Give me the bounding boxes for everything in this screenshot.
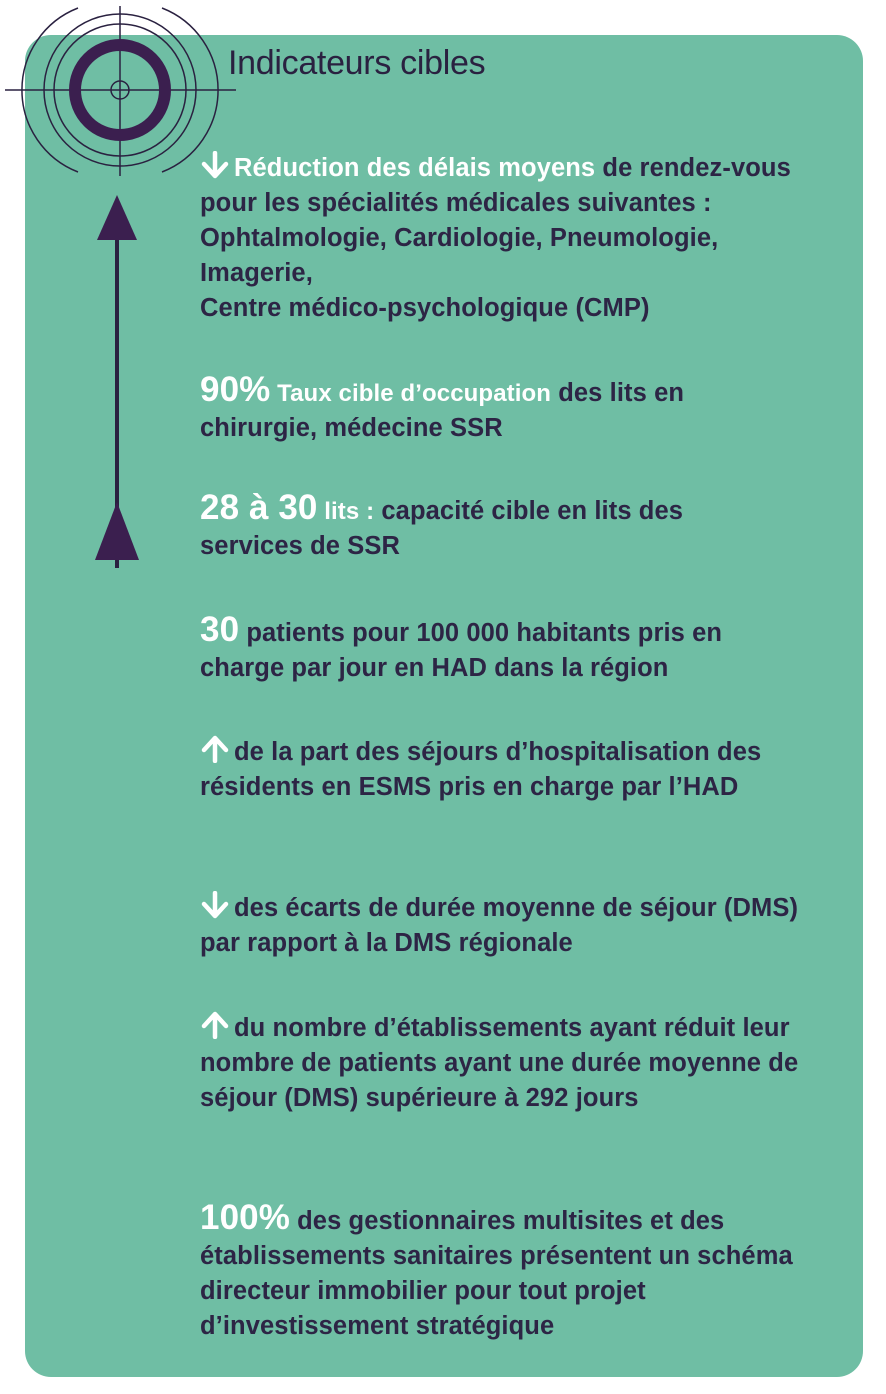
arrow-up-icon bbox=[200, 735, 230, 767]
indicator-text: du nombre d’établissements ayant réduit leur nombre de patients ayant une durée moyenne de séjour (DMS) supérieure à 292 jours bbox=[200, 1014, 799, 1112]
indicator-text: patients pour 100 000 habitants pris en charge par jour en HAD dans la région bbox=[200, 619, 723, 682]
indicator-text: de la part des séjours d’hospitalisation des résidents en ESMS pris en charge par l’HAD bbox=[200, 738, 762, 801]
indicator-text: Centre médico-psychologique (CMP) bbox=[200, 294, 650, 322]
indicator-item bbox=[200, 490, 780, 564]
indicator-text: des lits en chirurgie, médecine SSR bbox=[200, 379, 685, 442]
indicator-value: 30 bbox=[200, 610, 240, 649]
indicator-highlight: Réduction des délais moyens bbox=[234, 154, 596, 182]
arrow-down-icon bbox=[200, 891, 230, 923]
arrow-down-icon bbox=[200, 151, 230, 183]
indicator-text: des écarts de durée moyenne de séjour (DMS) par rapport à la DMS régionale bbox=[200, 894, 799, 957]
indicator-item bbox=[200, 372, 800, 446]
indicator-highlight: Taux cible d’occupation bbox=[270, 380, 552, 407]
arrow-up-icon bbox=[200, 1011, 230, 1043]
indicator-text: de rendez-vous pour les spécialités médicales suivantes : Ophtalmologie, Cardiologie, Pneumologie, Imagerie, bbox=[200, 154, 791, 287]
indicator-item bbox=[200, 150, 820, 326]
indicator-value: 90% bbox=[200, 370, 271, 409]
indicator-item bbox=[200, 734, 800, 805]
indicator-value: 28 à 30 bbox=[200, 488, 318, 527]
indicator-text: capacité cible en lits des services de SSR bbox=[200, 497, 684, 560]
page-title: Indicateurs cibles bbox=[228, 44, 486, 82]
vertical-double-arrow-icon bbox=[90, 190, 150, 570]
indicator-item bbox=[200, 612, 810, 686]
indicator-item bbox=[200, 1200, 830, 1344]
indicator-text: des gestionnaires multisites et des établissements sanitaires présentent un schéma directeur immobilier pour tout projet d’investissement stratégique bbox=[200, 1207, 793, 1340]
indicator-item bbox=[200, 890, 810, 961]
indicator-item bbox=[200, 1010, 825, 1116]
indicator-value: 100% bbox=[200, 1198, 290, 1237]
indicator-highlight: lits : bbox=[317, 498, 375, 525]
